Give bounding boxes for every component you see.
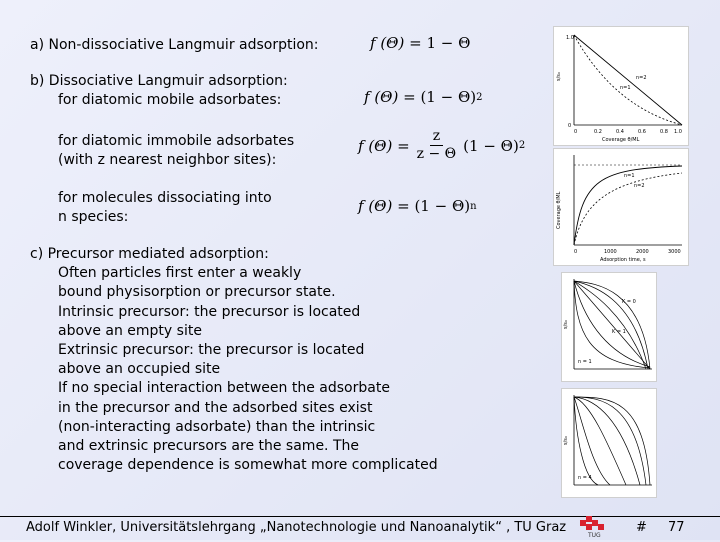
formula-b-lhs: f (Θ) = <box>364 88 416 106</box>
formula-c-rhs: (1 − Θ) <box>463 136 519 155</box>
fig2-xtick: 2000 <box>636 249 649 255</box>
tug-logo <box>578 516 608 538</box>
fig1-xtick: 0.6 <box>638 129 646 135</box>
section-c-line: in the precursor and the adsorbed sites exist <box>58 399 373 416</box>
section-b-mobile: for diatomic mobile adsorbates: <box>58 92 282 108</box>
formula-b-exp: 2 <box>476 91 483 103</box>
section-c-line: Often particles first enter a weakly <box>58 265 302 282</box>
formula-b-rhs: (1 − Θ) <box>420 88 477 106</box>
curve-n2 <box>574 173 682 245</box>
formula-b-immobile <box>358 128 525 163</box>
fraction-numerator: z <box>430 128 443 146</box>
section-c-line: bound physisorption or precursor state. <box>58 284 336 301</box>
formula-c-exp: 2 <box>518 140 526 151</box>
formula-a <box>370 34 470 52</box>
figure-precursor-k <box>561 272 657 382</box>
section-b-molecules-2: n species: <box>58 209 129 225</box>
fig1-xtick: 0.8 <box>660 129 668 135</box>
fig1-ytick: 1.0 <box>566 35 574 41</box>
formula-d-rhs: (1 − Θ) <box>414 197 471 215</box>
fig1-ylabel: s/s₀ <box>556 72 562 81</box>
formula-d-lhs: f (Θ) = <box>358 197 410 215</box>
formula-fraction <box>414 128 459 163</box>
fig1-xtick: 0.2 <box>594 129 602 135</box>
figure-4-svg <box>562 389 656 497</box>
formula-a-lhs: f (Θ) = <box>370 34 422 52</box>
fig1-xtick: 1.0 <box>674 129 682 135</box>
formula-b-mobile <box>364 88 482 106</box>
footer-hash: # <box>636 520 647 535</box>
formula-c-lhs: f (Θ) = <box>358 136 410 155</box>
figure-3-svg <box>562 273 656 381</box>
fig2-curve-label-2: n=2 <box>634 183 645 189</box>
fig3-label-k1: K = 1 <box>612 329 626 335</box>
section-c-line: and extrinsic precursors are the same. The <box>58 438 359 454</box>
fig2-ylabel: Coverage θ/ML <box>556 191 562 229</box>
section-c-label: c) Precursor mediated adsorption: <box>30 246 269 262</box>
fig3-ylabel: s/s₀ <box>563 320 569 329</box>
section-b-immobile-2: (with z nearest neighbor sites): <box>58 152 277 168</box>
fig1-curve-label-1: n=1 <box>620 85 631 91</box>
figure-precursor-n4 <box>561 388 657 498</box>
formula-d-exp: n <box>470 200 477 212</box>
fig1-xtick: 0.4 <box>616 129 624 135</box>
fig2-xtick: 0 <box>574 249 578 255</box>
footer-author: Adolf Winkler, Universitätslehrgang „Nanotechnologie und Nanoanalytik“ , TU Graz <box>26 520 567 535</box>
logo-text: TUG <box>588 532 601 538</box>
fig3-label-k0: K = 0 <box>622 299 636 305</box>
section-b-molecules-1: for molecules dissociating into <box>58 190 272 206</box>
fig2-curve-label-1: n=1 <box>624 173 635 179</box>
fig4-label-n4: n = 4 <box>578 475 592 481</box>
section-b-label: b) Dissociative Langmuir adsorption: <box>30 73 288 89</box>
fig2-xtick: 1000 <box>604 249 617 255</box>
section-c-line: (non-interacting adsorbate) than the intrinsic <box>58 418 376 435</box>
fig2-xlabel: Adsorption time, s <box>600 257 646 263</box>
fig3-label-n1: n = 1 <box>578 359 592 365</box>
formula-b-n <box>358 197 477 215</box>
fig1-xtick: 0 <box>574 129 578 135</box>
section-c-line: above an empty site <box>58 322 202 339</box>
curve-n1 <box>574 35 682 125</box>
page-number: 77 <box>668 520 685 535</box>
footer-divider <box>0 516 720 517</box>
section-b-immobile-1: for diatomic immobile adsorbates <box>58 133 295 149</box>
figure-1-svg <box>554 27 688 145</box>
figure-sticking-vs-coverage <box>553 26 689 146</box>
fig1-xlabel: Coverage θ/ML <box>602 137 640 143</box>
figure-2-svg <box>554 149 688 265</box>
fig1-ytick: 0 <box>568 123 572 129</box>
figure-coverage-vs-time <box>553 148 689 266</box>
fraction-denominator: z − Θ <box>416 146 457 162</box>
fig2-xtick: 3000 <box>668 249 681 255</box>
section-c-line: above an occupied site <box>58 361 221 378</box>
section-c-line: Extrinsic precursor: the precursor is located <box>58 342 365 358</box>
section-c-line: Intrinsic precursor: the precursor is located <box>58 303 361 320</box>
fig4-ylabel: s/s₀ <box>563 436 569 445</box>
fig1-curve-label-2: n=2 <box>636 75 647 81</box>
formula-a-rhs: 1 − Θ <box>426 34 471 52</box>
section-a-label: a) Non-dissociative Langmuir adsorption: <box>30 37 319 53</box>
section-c-line: If no special interaction between the adsorbate <box>58 380 390 397</box>
section-c-line: coverage dependence is somewhat more complicated <box>58 457 438 474</box>
